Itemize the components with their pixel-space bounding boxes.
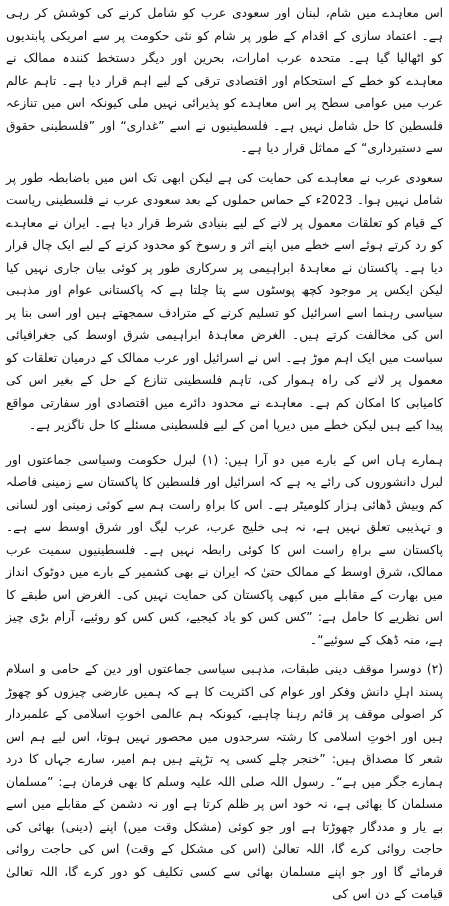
paragraph-abraham-accords-regional-reaction: اس معاہدے میں شام، لبنان اور سعودی عرب کو شامل کرنے کی کوشش کر رہی ہے۔ اعتماد سازی کے اقدام کے طور پر شام کو نئی حکومت پر سے امریکی پابندیوں کو اٹھالیا گیا ہے۔ متحدہ عرب امارات، بحرین اور دیگر دستخط کنندہ ممالک نے معاہدے کو خطے کے استحکام اور اقتصادی ترقی کے لیے اہم قرار دیا ہے۔ تاہم عالم عرب میں عوامی سطح پر اس معاہدے کو پذیرائی نہیں ملی کیونکہ اس میں تنازعہ فلسطین کا حل شامل نہیں ہے۔ فلسطینیوں نے اسے ”غداری“ اور ”فلسطینی حقوق سے دستبرداری“ کے مماثل قرار دیا ہے۔ (6, 6, 443, 155)
paragraph-first-opinion: ہمارے ہاں اس کے بارے میں دو آرا ہیں: (۱) لبرل حکومت وسیاسی جماعتوں اور لبرل دانشوروں کی رائے یہ ہے کہ اسرائیل اور فلسطین کا پاکستان سے زمینی فاصلہ کم وبیش ڈھائی ہزار کلومیٹر ہے۔ اس کا براہِ راست ہم سے کوئی زمینی اور لسانی و تہذیبی تعلق نہیں ہے، نہ ہی خلیج عرب، عرب لیگ اور شرق اوسط سے ہے۔ پاکستان سے براہِ راست اس کا کوئی رابطہ نہیں ہے۔ فلسطینیوں سمیت عرب ممالک، شرق اوسط کے ممالک حتیٰ کہ ایران نے بھی کشمیر کے بارے میں دوٹوک انداز میں بھارت کے مقابلے میں کبھی پاکستان کی حمایت نہیں کی۔ الغرض اس طبقے کا اس نظریے کا حامل ہے: ”کس کس کو یاد کیجیے، کس کس کو روئیے، آرام بڑی چیز ہے، منہ ڈھک کے سوئیے“۔ (6, 452, 443, 647)
paragraph-second-opinion: (۲) دوسرا موقف دینی طبقات، مذہبی سیاسی جماعتوں اور دین کے حامی و اسلام پسند اہلِ دانش وفکر اور عوام کی اکثریت کا ہے کہ ہمیں عارضی چیزوں کو چھوڑ کر اصولی موقف پر قائم رہنا چاہیے، کیونکہ ہم عالمی اخوتِ اسلامی کے علمبردار ہیں اور اخوتِ اسلامی کا رشتہ سرحدوں میں محصور نہیں ہوتا، اس لیے ہم اس شعر کا مصداق ہیں: ”خنجر چلے کسی پہ تڑپتے ہیں ہم امیر، سارے جہاں کا درد ہمارے جگر میں ہے“۔ رسول اللہ صلی اللہ علیہ وسلم کا بھی فرمان ہے: ”مسلمان مسلمان کا بھائی ہے، نہ خود اس پر ظلم کرتا ہے اور نہ دشمن کے مقابلے میں اسے بے یار و مددگار چھوڑتا ہے اور جو کوئی (مشکل وقت میں) اپنے (دینی) بھائی کی حاجت روائی کرے گا، اللہ تعالیٰ (اس کی مشکل کے وقت) اس کی حاجت روائی فرمائے گا اور جو اپنے مسلمان بھائی سے کسی تکلیف کو دور کرے گا، اللہ تعالیٰ قیامت کے دن اس کی (6, 662, 443, 901)
paragraph-saudi-iran-pakistan-positions: سعودی عرب نے معاہدے کی حمایت کی ہے لیکن ابھی تک اس میں باضابطہ طور پر شامل نہیں ہوا۔ 2023ء کے حماس حملوں کے بعد سعودی عرب نے فلسطینی ریاست کے قیام کو تعلقات معمول پر لانے کے لیے بنیادی شرط قرار دیا ہے۔ ایران نے معاہدے کو رد کرتے ہوئے اسے خطے میں اپنے اثر و رسوخ کو محدود کرنے کے لیے ایک چال قرار دیا ہے۔ پاکستان نے معاہدۂ ابراہیمی پر سرکاری طور پر کوئی بیان جاری نہیں کیا لیکن ایکس پر موجود کچھ پوسٹوں سے پتا چلتا ہے کہ پاکستانی عوام اور مذہبی سیاسی رہنما اسے اسرائیل کو تسلیم کرنے کے مترادف سمجھتے ہیں اور اسی بنا پر اس کی مخالفت کرتے ہیں۔ الغرض معاہدۂ ابراہیمی شرق اوسط کی جغرافیائی سیاست میں ایک اہم موڑ ہے۔ اس نے اسرائیل اور عرب ممالک کے درمیان تعلقات کو معمول پر لانے کی راہ ہموار کی، تاہم فلسطینی تنازع کے حل کے بغیر اس کی کامیابی کا امکان کم ہے۔ معاہدے نے محدود دائرے میں اقتصادی اور سفارتی مواقع پیدا کیے ہیں لیکن خطے میں دیرپا امن کے لیے فلسطینی مسئلے کا حل ناگزیر ہے۔ (6, 170, 443, 432)
